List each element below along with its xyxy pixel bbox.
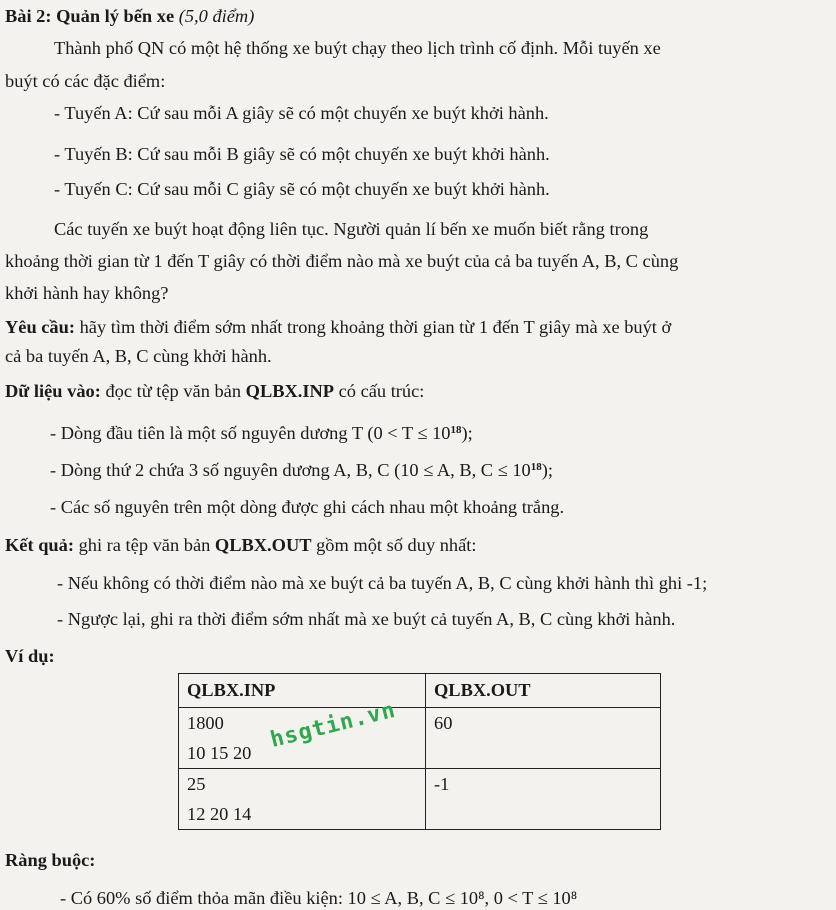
route-b: - Tuyến B: Cứ sau mỗi B giây sẽ có một chuyến xe buýt khởi hành. <box>54 144 550 164</box>
example-header-row <box>179 674 661 708</box>
example-header-out: QLBX.OUT <box>426 674 661 708</box>
input-file: QLBX.INP <box>245 381 335 401</box>
route-a: - Tuyến A: Cứ sau mỗi A giây sẽ có một chuyến xe buýt khởi hành. <box>54 103 549 123</box>
output-file: QLBX.OUT <box>214 535 312 555</box>
output-label: Kết quả: <box>5 535 74 555</box>
output-line-1: - Nếu không có thời điểm nào mà xe buýt cả ba tuyến A, B, C cùng khởi hành thì ghi -1; <box>57 573 708 593</box>
input-line-2-b: ); <box>541 460 553 480</box>
intro-line-1: Thành phố QN có một hệ thống xe buýt chạy theo lịch trình cố định. Mỗi tuyến xe <box>54 38 661 58</box>
example-out-line: 60 <box>434 713 453 733</box>
output-heading <box>5 533 477 557</box>
requirement-label: Yêu cầu: <box>5 317 75 337</box>
table-row <box>179 708 661 769</box>
requirement-text: hãy tìm thời điểm sớm nhất trong khoảng thời gian từ 1 đến T giây mà xe buýt ở <box>74 317 672 337</box>
example-out-cell <box>426 708 661 769</box>
example-out-line: -1 <box>434 774 450 794</box>
constraints-label: Ràng buộc: <box>5 850 96 870</box>
para2-line-3: khởi hành hay không? <box>5 283 169 303</box>
input-line-2 <box>50 458 553 482</box>
example-out-cell <box>426 769 661 830</box>
output-text-before: ghi ra tệp văn bản <box>73 535 215 555</box>
route-c: - Tuyến C: Cứ sau mỗi C giây sẽ có một chuyến xe buýt khởi hành. <box>54 179 550 199</box>
problem-score: (5,0 điểm) <box>178 6 255 26</box>
input-line-3: - Các số nguyên trên một dòng được ghi cách nhau một khoảng trắng. <box>50 497 565 517</box>
problem-title <box>5 4 254 28</box>
output-line-2: - Ngược lại, ghi ra thời điểm sớm nhất mà xe buýt cả tuyến A, B, C cùng khởi hành. <box>57 609 676 629</box>
input-heading <box>5 379 424 403</box>
output-text-after: gồm một số duy nhất: <box>311 535 477 555</box>
example-inp-line: 1800 <box>187 713 224 733</box>
requirement-line-1 <box>5 315 671 339</box>
example-inp-line: 25 <box>187 774 206 794</box>
example-header-inp: QLBX.INP <box>179 674 426 708</box>
input-line-1 <box>50 421 473 445</box>
example-table <box>178 673 661 830</box>
para2-line-2: khoảng thời gian từ 1 đến T giây có thời điểm nào mà xe buýt của cả ba tuyến A, B, C cùng <box>5 251 679 271</box>
example-inp-cell <box>179 769 426 830</box>
example-inp-line: 10 15 20 <box>187 743 252 763</box>
input-label: Dữ liệu vào: <box>5 381 101 401</box>
input-text-after: có cấu trúc: <box>334 381 425 401</box>
table-row <box>179 769 661 830</box>
problem-title-label: Bài 2: Quản lý bến xe <box>5 6 175 26</box>
input-line-2-exp: 18 <box>530 461 542 473</box>
input-text-before: đọc từ tệp văn bản <box>100 381 246 401</box>
example-label: Ví dụ: <box>5 646 55 666</box>
constraints-line-1: - Có 60% số điểm thỏa mãn điều kiện: 10 ≤ A, B, C ≤ 10⁸, 0 < T ≤ 10⁸ <box>60 888 578 908</box>
requirement-line-2: cả ba tuyến A, B, C cùng khởi hành. <box>5 346 272 366</box>
input-line-2-a: - Dòng thứ 2 chứa 3 số nguyên dương A, B, C (10 ≤ A, B, C ≤ 10 <box>50 460 531 480</box>
input-line-1-a: - Dòng đầu tiên là một số nguyên dương T (0 < T ≤ 10 <box>50 423 451 443</box>
intro-line-2: buýt có các đặc điểm: <box>5 71 166 91</box>
para2-line-1: Các tuyến xe buýt hoạt động liên tục. Người quản lí bến xe muốn biết rằng trong <box>54 219 649 239</box>
example-inp-line: 12 20 14 <box>187 804 252 824</box>
watermark: hsgtin.vn <box>267 697 399 753</box>
input-line-1-exp: 18 <box>450 424 462 436</box>
input-line-1-b: ); <box>461 423 473 443</box>
